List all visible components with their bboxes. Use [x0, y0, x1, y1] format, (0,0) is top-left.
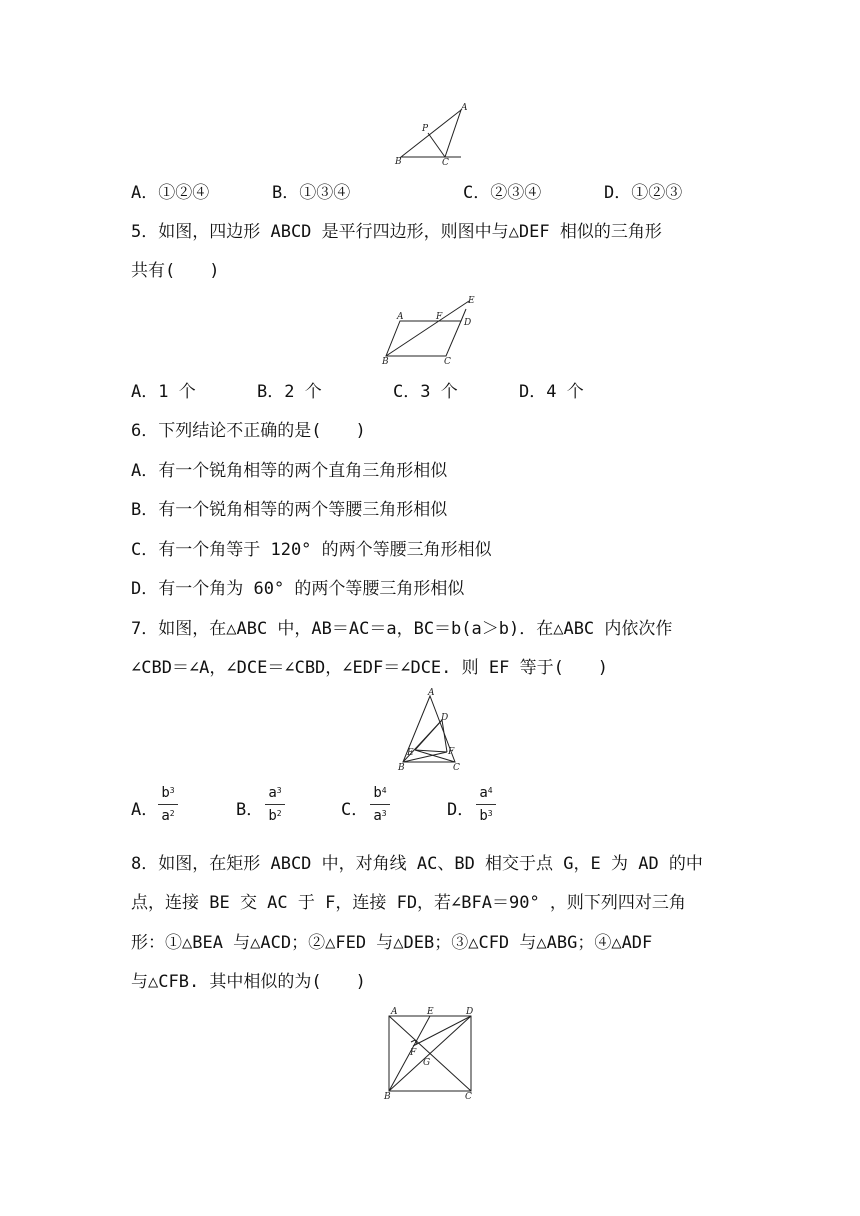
- q8-label-b: B: [384, 1092, 391, 1102]
- q8-label-a: A: [391, 1007, 398, 1017]
- q5-label-d: D: [464, 318, 472, 328]
- q6-option-a: A．有一个锐角相等的两个直角三角形相似: [131, 461, 448, 481]
- q7-option-a-fraction: $b^3$ $a^2$: [156, 784, 180, 825]
- q8-stem-line-1: 8．如图，在矩形 ABCD 中，对角线 AC、BD 相交于点 G，E 为 AD 的中: [131, 854, 703, 874]
- q8-label-f: F: [410, 1048, 417, 1058]
- q8-label-g: G: [423, 1058, 431, 1068]
- q5-label-c: C: [444, 357, 451, 367]
- q7-label-a: A: [428, 688, 435, 698]
- q8-label-e: E: [427, 1007, 434, 1017]
- q4-label-c: C: [442, 158, 449, 168]
- q6-option-b: B．有一个锐角相等的两个等腰三角形相似: [131, 500, 448, 520]
- q7-option-c-letter: C．: [341, 800, 369, 820]
- q7-label-f: F: [448, 747, 455, 757]
- q6-option-d: D．有一个角为 60° 的两个等腰三角形相似: [131, 579, 465, 599]
- q7-figure: [397, 690, 465, 772]
- q7-stem-line-1: 7．如图，在△ABC 中，AB＝AC＝a，BC＝b(a＞b)．在△ABC 内依次作: [131, 619, 673, 639]
- q8-figure: [383, 1006, 483, 1100]
- q5-label-f: F: [436, 312, 443, 322]
- q4-option-b: B．①③④: [272, 183, 351, 203]
- q7-stem-line-2: ∠CBD＝∠A，∠DCE＝∠CBD，∠EDF＝∠DCE. 则 EF 等于( ): [131, 658, 609, 678]
- q4-option-c: C．②③④: [463, 183, 542, 203]
- q8-stem-line-3: 形：①△BEA 与△ACD；②△FED 与△DEB；③△CFD 与△ABG；④△ADF: [131, 933, 653, 953]
- q5-option-c: C．3 个: [393, 382, 458, 402]
- q8-label-c: C: [465, 1092, 472, 1102]
- q5-label-e: E: [468, 296, 475, 306]
- q5-stem-line-2: 共有( ): [131, 261, 220, 281]
- q7-label-c: C: [453, 763, 460, 773]
- q5-option-d: D．4 个: [519, 382, 584, 402]
- q8-label-d: D: [466, 1007, 474, 1017]
- q6-stem: 6．下列结论不正确的是( ): [131, 421, 366, 441]
- q4-label-a: A: [461, 103, 468, 113]
- q4-option-d: D．①②③: [604, 183, 683, 203]
- q4-figure: [395, 104, 475, 166]
- q7-label-e: E: [407, 748, 414, 758]
- q7-option-b-fraction: $a^3$ $b^2$: [263, 784, 287, 825]
- q4-option-a: A．①②④: [131, 183, 210, 203]
- q8-stem-line-4: 与△CFB. 其中相似的为( ): [131, 972, 366, 992]
- q7-label-d: D: [441, 713, 449, 723]
- q5-label-a: A: [397, 312, 404, 322]
- q4-label-p: P: [422, 124, 429, 134]
- q7-label-b: B: [398, 763, 405, 773]
- q5-option-b: B．2 个: [257, 382, 322, 402]
- q7-option-a-letter: A．: [131, 800, 159, 820]
- q5-stem-line-1: 5．如图，四边形 ABCD 是平行四边形，则图中与△DEF 相似的三角形: [131, 222, 662, 242]
- q6-option-c: C．有一个角等于 120° 的两个等腰三角形相似: [131, 540, 492, 560]
- q7-option-d-letter: D．: [447, 800, 475, 820]
- q5-figure: [382, 296, 487, 368]
- q5-option-a: A．1 个: [131, 382, 196, 402]
- q8-stem-line-2: 点，连接 BE 交 AC 于 F，连接 FD，若∠BFA＝90° ，则下列四对三角: [131, 893, 686, 913]
- q7-option-b-letter: B．: [236, 800, 264, 820]
- q5-label-b: B: [382, 357, 389, 367]
- q7-option-d-fraction: $a^4$ $b^3$: [474, 784, 498, 825]
- q4-label-b: B: [395, 157, 402, 167]
- q7-option-c-fraction: $b^4$ $a^3$: [368, 784, 392, 825]
